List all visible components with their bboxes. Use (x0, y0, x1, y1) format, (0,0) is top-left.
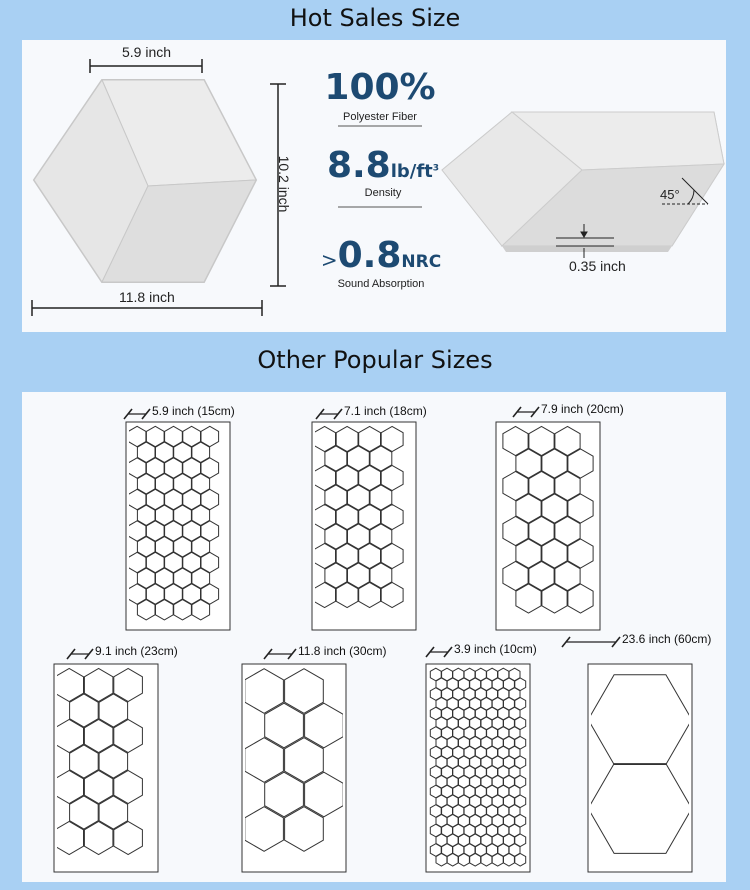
size-grid-0 (124, 409, 230, 630)
hexagon-tile-front (34, 80, 256, 282)
width-top-label: 5.9 inch (122, 44, 172, 60)
size-label-60cm: 23.6 inch (60cm) (622, 632, 712, 646)
height-label: 10.2 inch (276, 155, 292, 213)
width-top-dimension (90, 59, 202, 73)
hexagon-tile-3d (442, 112, 724, 252)
stat1-value: 100% (324, 67, 436, 108)
width-bottom-label: 11.8 inch (119, 289, 175, 305)
size-label-15cm: 5.9 inch (15cm) (152, 404, 235, 418)
stat2-label: Density (364, 187, 402, 199)
stat3-label: Sound Absorption (337, 278, 425, 290)
hot-sales-title: Hot Sales Size (289, 4, 461, 32)
stat-density (318, 146, 448, 199)
size-grid-1 (312, 409, 416, 630)
size-grid-frame (126, 422, 230, 630)
size-label-23cm: 9.1 inch (23cm) (95, 644, 178, 658)
size-label-18cm: 7.1 inch (18cm) (344, 404, 427, 418)
size-label-20cm: 7.9 inch (20cm) (541, 402, 624, 416)
size-grid-3 (54, 649, 158, 872)
size-grid-2 (496, 407, 600, 630)
size-grid-6 (562, 637, 692, 872)
other-sizes-title: Other Popular Sizes (257, 346, 493, 374)
hot-sales-panel (22, 40, 726, 332)
size-grid-5 (426, 647, 530, 872)
thickness-label: 0.35 inch (569, 258, 626, 274)
size-grid-4 (242, 649, 346, 872)
other-sizes-panel (22, 392, 726, 882)
stat-nrc (318, 236, 444, 290)
stat3-value: 0.8 (337, 235, 402, 276)
size-label-10cm: 3.9 inch (10cm) (454, 642, 537, 656)
stat1-label: Polyester Fiber (343, 111, 417, 123)
stat2-sup: 3 (432, 163, 440, 174)
stat2-unit: lb/ft (390, 161, 433, 182)
stat3-unit: NRC (401, 252, 442, 272)
stat2-value: 8.8 (326, 145, 391, 186)
size-grid-frame (588, 664, 692, 872)
stat-polyester (322, 68, 438, 123)
angle-label: 45° (660, 187, 680, 202)
size-label-30cm: 11.8 inch (30cm) (298, 644, 387, 658)
size-grid-frame (242, 664, 346, 872)
stat3-prefix: > (320, 248, 338, 272)
size-grids-illustration (22, 392, 726, 882)
